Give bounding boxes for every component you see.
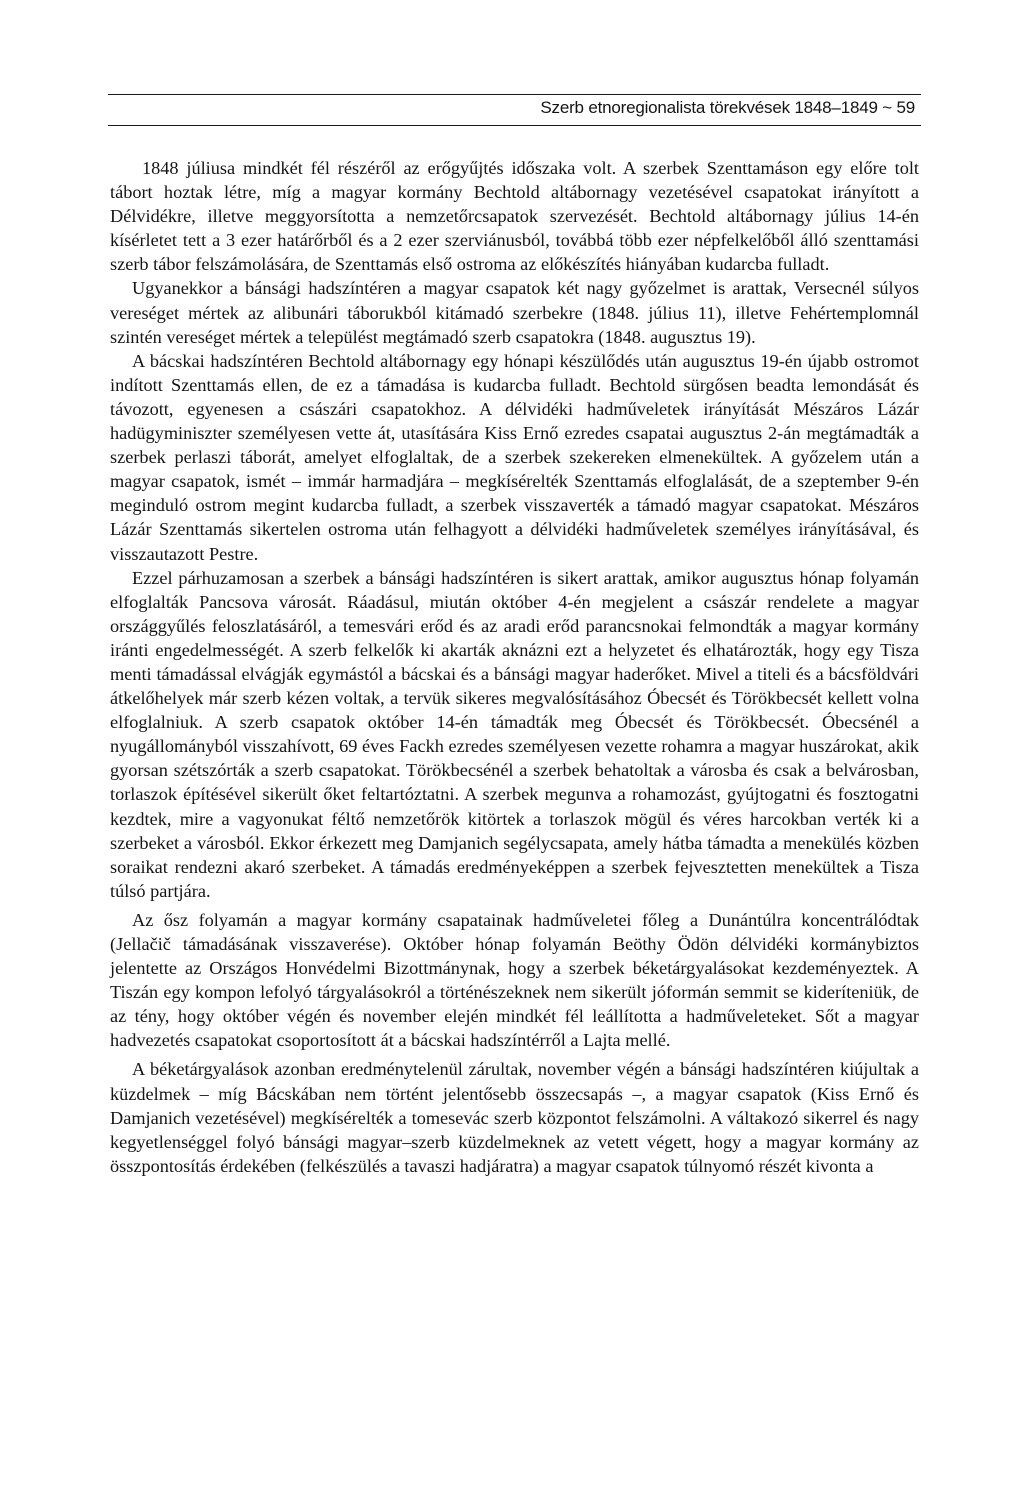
paragraph-3: A bácskai hadszíntéren Bechtold altábornagy egy hónapi készülődés után augusztus 19-én újabb ostromot indított Szenttamás ellen, de ez a támadása is kudarcba fulladt. Bechtold sürgősen beadta lemondását és távozott, egyenesen a császári csapatokhoz. A délvidéki hadműveletek irányítását Mészáros Lázár hadügyminiszter személyesen vette át, utasítására Kiss Ernő ezredes csapatai augusztus 2-án megtámadták a szerbek perlaszi táborát, amelyet elfoglaltak, de a szerbek szekereken elmenekültek. A győzelem után a magyar csapatok, ismét – immár harmadjára – megkísérelték Szenttamás elfoglalását, de a szeptember 9-én meginduló ostrom megint kudarcba fulladt, a szerbek visszaverték a támadó magyar csapatokat. Mészáros Lázár Szenttamás sikertelen ostroma után felhagyott a délvidéki hadműveletek személyes irányításával, és visszautazott Pestre.: [110, 350, 919, 564]
paragraph-4: Ezzel párhuzamosan a szerbek a bánsági hadszíntéren is sikert arattak, amikor augusztus hónap folyamán elfoglalták Pancsova városát. Ráadásul, miután október 4-én megjelent a császár rendelete a magyar országgyűlés feloszlatásáról, a temesvári erőd és az aradi erőd parancsnokai felmondták a magyar kormány iránti engedelmességét. A szerb felkelők ki akarták aknázni ezt a helyzetet és elhatározták, hogy egy Tisza menti támadással elvágják egymástól a bácskai és a bánsági magyar haderőket. Mivel a titeli és a bácsföldvári átkelőhelyek már szerb kézen voltak, a tervük sikeres megvalósításához Óbecsét és Törökbecsét kellett volna elfoglalniuk. A szerb csapatok október 14-én támadták meg Óbecsét és Törökbecsét. Óbecsénél a nyugállományból visszahívott, 69 éves Fackh ezredes személyesen vezette rohamra a magyar huszárokat, akik gyorsan szétszórták a szerb csapatokat. Törökbecsénél a szerbek behatoltak a városba és csak a belvárosban, torlaszok építésével sikerült őket feltartóztatni. A szerbek megunva a rohamozást, gyújtogatni és fosztogatni kezdtek, mire a vagyonukat féltő nemzetőrök kitörtek a torlaszok mögül és véres harcokban verték ki a szerbeket a városból. Ekkor érkezett meg Damjanich segélycsapata, amely hátba támadta a menekülés közben soraikat rendezni akaró szerbeket. A támadás eredményeképpen a szerbek fejvesztetten menekültek a Tisza túlsó partjára.: [110, 567, 919, 901]
paragraph-2: Ugyanekkor a bánsági hadszíntéren a magyar csapatok két nagy győzelmet is arattak, Versecnél súlyos vereséget mértek az alibunári táborukból kitámadó szerbekre (1848. július 11), illetve Fehértemplomnál szintén vereséget mértek a települést megtámadó szerb csapatokra (1848. augusztus 19).: [110, 278, 919, 347]
running-title: Szerb etnoregionalista törekvések 1848–1849 ~ 59: [540, 98, 915, 117]
paragraph-6: A béketárgyalások azonban eredménytelenül zárultak, november végén a bánsági hadszíntéren kiújultak a küzdelmek – míg Bácskában nem történt jelentősebb összecsapás –, a magyar csapatok (Kiss Ernő és Damjanich vezetésével) megkísérelték a tomesevác szerb központot felszámolni. A váltakozó sikerrel és nagy kegyetlenséggel folyó bánsági magyar–szerb küzdelmeknek az vetett végett, hogy a magyar kormány az összpontosítás érdekében (felkészülés a tavaszi hadjáratra) a magyar csapatok túlnyomó részét kivonta a: [110, 1059, 919, 1176]
paragraph-5: Az ősz folyamán a magyar kormány csapatainak hadműveletei főleg a Dunántúlra koncentrálódtak (Jellačič támadásának visszaverése). Október hónap folyamán Beöthy Ödön délvidéki kormánybiztos jelentette az Országos Honvédelmi Bizottmánynak, hogy a szerbek béketárgyalásokat kezdeményeztek. A Tiszán egy kompon lefolyó tárgyalásokról a történészeknek nem sikerült jóformán semmit se kideríteniük, de az tény, hogy október végén és november elején mindkét fél leállította a hadműveleteket. Sőt a magyar hadvezetés csapatokat csoportosított át a bácskai hadszíntérről a Lajta mellé.: [110, 909, 919, 1051]
running-header: [108, 94, 921, 126]
page-body: [110, 156, 919, 1178]
paragraph-1: 1848 júliusa mindkét fél részéről az erőgyűjtés időszaka volt. A szerbek Szenttamáson egy előre tolt tábort hoztak létre, míg a magyar kormány Bechtold altábornagy vezetésével csapatokat irányított a Délvidékre, illetve meggyorsította a nemzetőrcsapatok szervezését. Bechtold altábornagy július 14-én kísérletet tett a 3 ezer határőrből és a 2 ezer szerviánusból, továbbá több ezer népfelkelőből álló szenttamási szerb tábor felszámolására, de Szenttamás első ostroma az előkészítés hiányában kudarcba fulladt.: [110, 158, 919, 275]
